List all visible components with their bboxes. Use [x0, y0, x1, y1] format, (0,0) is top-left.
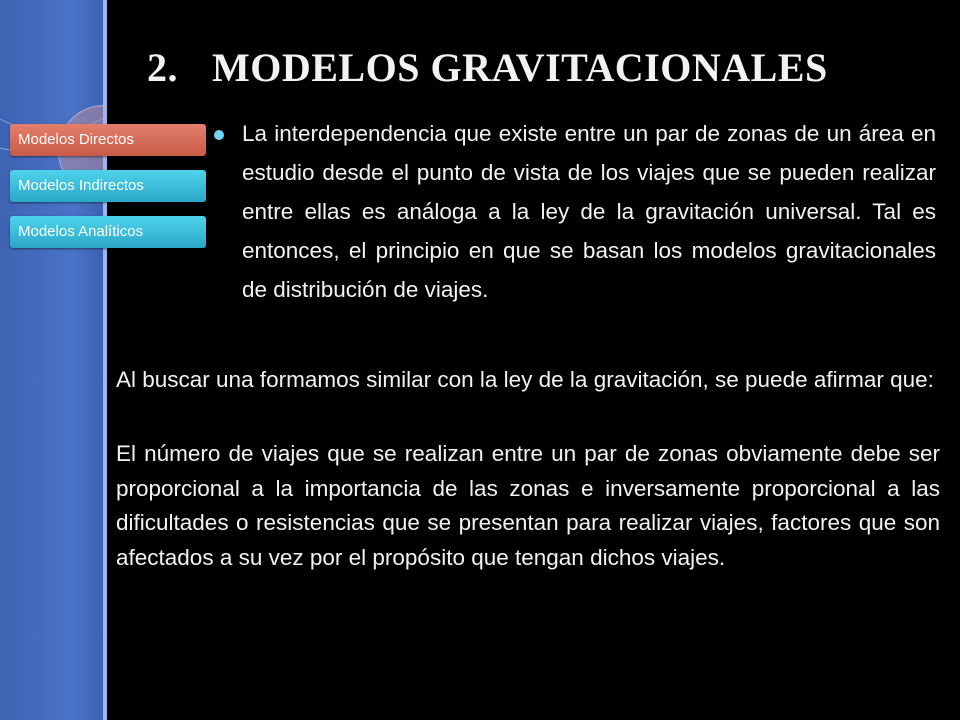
tab-modelos-analiticos[interactable]: Modelos Analíticos — [10, 216, 206, 248]
title-number: 2. — [147, 45, 178, 90]
title-text: MODELOS GRAVITACIONALES — [212, 45, 828, 90]
tab-modelos-directos[interactable]: Modelos Directos — [10, 124, 206, 156]
body-paragraph-intro: Al buscar una formamos similar con la ley de la gravitación, se puede afirmar que: — [116, 367, 934, 392]
bullet-icon — [214, 130, 224, 140]
sidebar-edge — [103, 0, 107, 720]
body-paragraph-main: El número de viajes que se realizan entre un par de zonas obviamente debe ser proporcional a la importancia de las zonas e inversamente proporcional a las dificultades o resistencias que se presentan para realizar viajes, factores que son afectados a su vez por el propósito que tengan dichos viajes. — [116, 441, 940, 570]
bullet-paragraph: La interdependencia que existe entre un par de zonas de un área en estudio desde el punto de vista de los viajes que se pueden realizar entre ellas es análoga a la ley de la gravitación universal. Tal es entonces, el principio en que se basan los modelos gravitacionales de distribución de viajes. — [242, 121, 936, 302]
slide-title — [147, 44, 828, 91]
tab-modelos-indirectos[interactable]: Modelos Indirectos — [10, 170, 206, 202]
sidebar-decoration — [0, 0, 106, 720]
